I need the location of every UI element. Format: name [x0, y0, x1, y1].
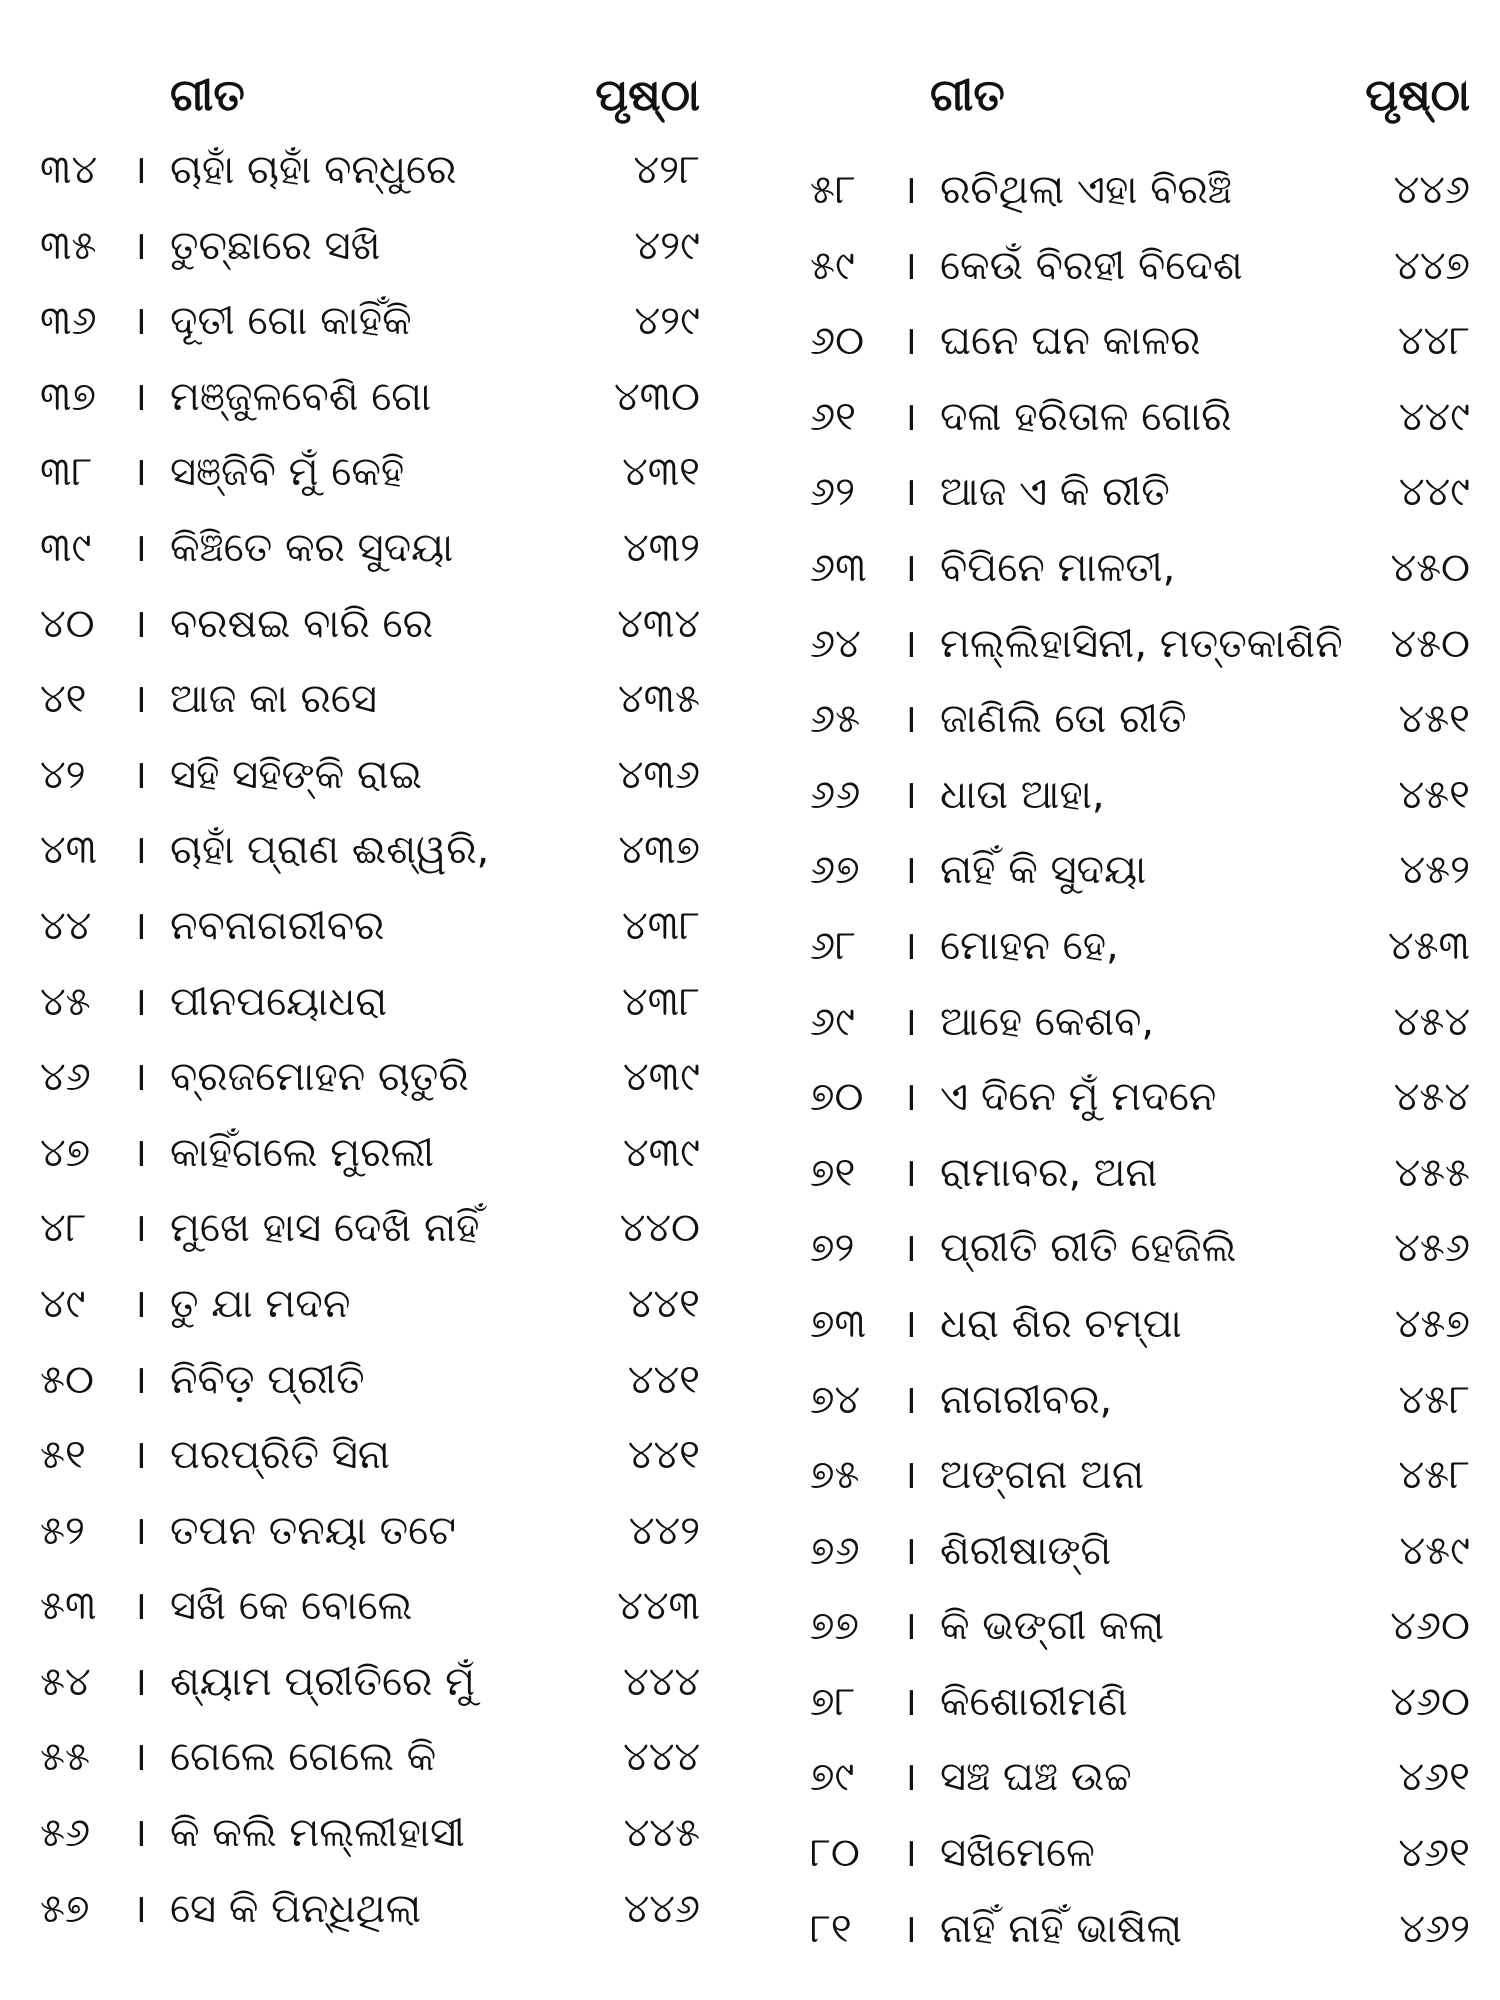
page-number: ୪୨୮ — [633, 147, 700, 193]
toc-row — [810, 992, 1470, 1068]
toc-row — [810, 1521, 1470, 1597]
toc-row — [40, 1425, 720, 1501]
song-title: ତପନ ତନୟା ତଟେ — [170, 1507, 456, 1554]
toc-row — [40, 972, 720, 1048]
song-number: ୬୧ — [810, 393, 856, 440]
separator: । — [132, 1810, 148, 1857]
page-number: ୪୫୧ — [1398, 696, 1470, 743]
separator: । — [902, 1149, 918, 1196]
song-number: ୫୨ — [40, 1507, 85, 1554]
song-number: ୫୧ — [40, 1432, 86, 1479]
song-title: ଶିରୀଷାଙ୍ଗି — [940, 1527, 1112, 1574]
song-number: ୪୪ — [40, 902, 92, 949]
toc-row — [40, 896, 720, 972]
page-number: ୪୪୬ — [1393, 167, 1470, 213]
toc-row — [810, 916, 1470, 992]
separator: । — [132, 298, 148, 345]
page-number: ୪୬୧ — [1398, 1830, 1470, 1877]
song-number: ୬୩ — [810, 544, 867, 591]
song-number: ୫୪ — [40, 1658, 91, 1705]
song-title: ଆଜ କା ରସେ — [170, 676, 377, 723]
song-title: ମଞ୍ଜୁଳବେଶି ଗୋ — [170, 373, 432, 420]
header-song: ଗୀତ — [170, 70, 245, 121]
separator: । — [132, 222, 148, 269]
separator: । — [132, 1507, 148, 1554]
toc-row — [810, 765, 1470, 841]
toc-row — [810, 311, 1470, 387]
song-title: ମୋହନ ହେ, — [940, 922, 1119, 969]
song-number: ୩୬ — [40, 298, 97, 345]
song-title: ପୀନପୟୋଧରା — [170, 978, 388, 1025]
separator: । — [902, 696, 918, 743]
page-number: ୪୩୧ — [622, 449, 700, 496]
toc-row — [40, 1727, 720, 1803]
toc-row — [40, 1803, 720, 1879]
song-number: ୪୧ — [40, 676, 87, 723]
page-number: ୪୬୨ — [1399, 1905, 1470, 1952]
toc-row — [810, 538, 1470, 614]
page-number: ୪୪୨ — [628, 1507, 700, 1554]
page-number: ୪୫୮ — [1398, 1376, 1470, 1423]
song-number: ୬୬ — [810, 771, 861, 818]
toc-row — [810, 840, 1470, 916]
song-number: ୩୮ — [40, 449, 93, 496]
separator: । — [902, 1527, 918, 1574]
song-title: ତୁ ଯା ମଦନ — [170, 1280, 351, 1327]
toc-row — [40, 594, 720, 670]
toc-row — [40, 1123, 720, 1199]
toc-list — [810, 160, 1470, 1974]
song-number: ୪୯ — [40, 1280, 86, 1327]
song-title: ତୁଚ୍ଛାରେ ସଖି — [170, 222, 381, 269]
song-number: ୭୧ — [810, 1149, 856, 1196]
song-number: ୮୧ — [810, 1905, 852, 1952]
song-title: କିଞ୍ଚିତେ କର ସୁଦୟା — [170, 524, 454, 571]
separator: । — [132, 600, 148, 647]
separator: । — [132, 1583, 148, 1630]
separator: । — [902, 1300, 918, 1347]
page-number: ୪୩୯ — [623, 1129, 700, 1176]
page-number: ୪୫୬ — [1394, 1225, 1470, 1272]
page-number: ୪୪୪ — [623, 1658, 700, 1705]
song-number: ୬୭ — [810, 847, 860, 894]
song-number: ୫୬ — [40, 1810, 91, 1857]
header-page: ପୃଷ୍ଠା — [1365, 70, 1470, 121]
song-number: ୩୫ — [40, 222, 97, 269]
page-number: ୪୫୫ — [1394, 1149, 1470, 1196]
separator: । — [902, 469, 918, 516]
song-number: ୭୪ — [810, 1376, 861, 1423]
separator: । — [902, 318, 918, 365]
toc-row — [810, 1672, 1470, 1748]
toc-row — [40, 1879, 720, 1955]
song-title: କିଶୋରୀମଣି — [940, 1678, 1128, 1725]
page-number: ୪୩୭ — [618, 827, 700, 874]
song-title: ଦୂତୀ ଗୋ କାହିଁକି — [170, 298, 412, 345]
song-title: ଚାହାଁ ପ୍ରାଣ ଈଶ୍ୱରି, — [170, 827, 490, 874]
song-title: କେଉଁ ବିରହୀ ବିଦେଶ — [940, 242, 1243, 289]
song-number: ୪୭ — [40, 1129, 91, 1176]
page-number: ୪୪୦ — [619, 1205, 700, 1252]
song-number: ୩୪ — [40, 147, 98, 193]
separator: । — [902, 620, 918, 667]
song-title: ଆଜ ଏ କି ରୀତି — [940, 469, 1170, 516]
column-header — [810, 70, 1470, 140]
toc-row — [40, 140, 720, 216]
separator: । — [902, 1830, 918, 1877]
song-title: କି ଭଙ୍ଗୀ କଲା — [940, 1603, 1165, 1650]
toc-row — [40, 745, 720, 821]
right-column — [810, 70, 1470, 1954]
separator: । — [902, 1452, 918, 1499]
separator: । — [132, 1280, 148, 1327]
separator: । — [132, 1205, 148, 1252]
toc-row — [810, 160, 1470, 236]
song-title: ନାହିଁ ନାହିଁ ଭାଷିଲା — [940, 1905, 1183, 1952]
toc-row — [40, 442, 720, 518]
separator: । — [902, 922, 918, 969]
separator: । — [902, 1074, 918, 1121]
page-number: ୪୩୫ — [617, 676, 700, 723]
song-title: ମୁଖେ ହାସ ଦେଖି ନାହିଁ — [170, 1205, 480, 1252]
song-number: ୫୩ — [40, 1583, 97, 1630]
separator: । — [902, 998, 918, 1045]
separator: । — [902, 544, 918, 591]
separator: । — [902, 847, 918, 894]
song-number: ୮୦ — [810, 1830, 860, 1877]
toc-row — [810, 1143, 1470, 1219]
song-title: ସଖିମେଳେ — [940, 1830, 1095, 1877]
toc-row — [40, 1047, 720, 1123]
song-number: ୭୨ — [810, 1225, 855, 1272]
toc-row — [40, 820, 720, 896]
separator: । — [902, 1225, 918, 1272]
toc-row — [810, 1218, 1470, 1294]
page-number: ୪୩୦ — [613, 373, 700, 420]
toc-row — [40, 518, 720, 594]
toc-row — [810, 1899, 1470, 1975]
song-title: ପରପ୍ରିତି ସିନା — [170, 1432, 390, 1479]
song-title: ସଞ୍ଜିବି ମୁଁ କେହି — [170, 449, 405, 496]
page-number: ୪୪୬ — [623, 1885, 700, 1932]
separator: । — [902, 1376, 918, 1423]
toc-row — [810, 236, 1470, 312]
song-title: ବରଷଇ ବାରି ରେ — [170, 600, 433, 647]
song-number: ୩୭ — [40, 373, 96, 420]
toc-row — [810, 1067, 1470, 1143]
separator: । — [902, 1754, 918, 1801]
song-title: ରଚିଥିଲା ଏହା ବିରଞ୍ଚି — [940, 167, 1232, 213]
separator: । — [902, 242, 918, 289]
separator: । — [132, 902, 148, 949]
separator: । — [132, 1885, 148, 1932]
toc-row — [810, 387, 1470, 463]
song-number: ୫୭ — [40, 1885, 90, 1932]
page-number: ୪୫୦ — [1390, 620, 1470, 667]
song-title: ସଖି କେ ବୋଲେ — [170, 1583, 413, 1630]
separator: । — [132, 827, 148, 874]
song-number: ୭୫ — [810, 1452, 860, 1499]
song-number: ୪୫ — [40, 978, 91, 1025]
toc-row — [40, 1198, 720, 1274]
toc-row — [40, 367, 720, 443]
page-number: ୪୫୮ — [1398, 1452, 1470, 1499]
page-number: ୪୫୪ — [1393, 1074, 1470, 1121]
song-title: ସଞ୍ଚ ଘଞ୍ଚ ଉଚ୍ଚ — [940, 1754, 1132, 1801]
song-number: ୫୯ — [810, 242, 855, 289]
page-number: ୪୫୧ — [1398, 771, 1470, 818]
separator: । — [902, 1905, 918, 1952]
page-number: ୪୬୦ — [1390, 1678, 1470, 1725]
separator: । — [132, 147, 148, 193]
song-title: ଘନେ ଘନ କାଳର — [940, 318, 1201, 365]
song-number: ୬୫ — [810, 696, 861, 743]
toc-row — [810, 1823, 1470, 1899]
song-title: ଧାତା ଆହା, — [940, 771, 1105, 818]
song-number: ୪୦ — [40, 600, 95, 647]
page-number: ୪୩୨ — [623, 524, 700, 571]
song-title: ସହି ସହିଙ୍କି ରାଇ — [170, 751, 422, 798]
page-number: ୪୪୪ — [623, 1734, 700, 1781]
toc-list — [40, 140, 720, 1954]
separator: । — [132, 1356, 148, 1403]
song-number: ୭୭ — [810, 1603, 859, 1650]
page-number: ୪୪୧ — [627, 1280, 700, 1327]
song-title: ନାଗରୀବର, — [940, 1376, 1113, 1423]
separator: । — [132, 1658, 148, 1705]
song-number: ୪୮ — [40, 1205, 87, 1252]
toc-row — [810, 614, 1470, 690]
song-title: ଦଳା ହରିତାଳ ଗୋରି — [940, 393, 1232, 440]
separator: । — [902, 1603, 918, 1650]
song-title: ଆହେ କେଶବ, — [940, 998, 1155, 1045]
page-number: ୪୬୦ — [1390, 1603, 1470, 1650]
page-number: ୪୩୮ — [622, 902, 700, 949]
toc-row — [40, 1350, 720, 1426]
song-title: ବିପିନେ ମାଳତୀ, — [940, 544, 1176, 591]
toc-row — [40, 1501, 720, 1577]
toc-row — [810, 1294, 1470, 1370]
page-number: ୪୫୯ — [1399, 1527, 1470, 1574]
page-number: ୪୫୪ — [1393, 998, 1470, 1045]
page-number: ୪୪୯ — [1398, 393, 1470, 440]
song-number: ୬୨ — [810, 469, 856, 516]
song-title: ନାହିଁ କି ସୁଦୟା — [940, 847, 1147, 894]
song-number: ୬୦ — [810, 318, 865, 365]
page-number: ୪୬୧ — [1398, 1754, 1470, 1801]
song-title: ଶ୍ୟାମ ପ୍ରୀତିରେ ମୁଁ — [170, 1658, 475, 1705]
page-number: ୪୩୬ — [617, 751, 700, 798]
song-title: ବ୍ରଜମୋହନ ଚାତୁରି — [170, 1054, 469, 1101]
toc-row — [810, 1445, 1470, 1521]
separator: । — [132, 1432, 148, 1479]
toc-row — [810, 1596, 1470, 1672]
column-header — [40, 70, 720, 140]
song-number: ୫୦ — [40, 1356, 94, 1403]
song-number: ୪୬ — [40, 1054, 91, 1101]
song-title: ଗେଲେ ଗେଲେ କି — [170, 1734, 437, 1781]
song-number: ୭୯ — [810, 1754, 855, 1801]
song-number: ୬୮ — [810, 922, 856, 969]
song-number: ୭୮ — [810, 1678, 856, 1725]
page-number: ୪୪୧ — [627, 1356, 700, 1403]
left-column — [40, 70, 720, 1954]
song-title: କାହିଁଗଲେ ମୁରଲୀ — [170, 1129, 435, 1176]
toc-row — [40, 1576, 720, 1652]
separator: । — [132, 449, 148, 496]
song-number: ୭୬ — [810, 1527, 860, 1574]
page-number: ୪୫୦ — [1390, 544, 1470, 591]
toc-row — [40, 1274, 720, 1350]
toc-row — [810, 462, 1470, 538]
song-number: ୪୨ — [40, 751, 86, 798]
page-number: ୪୨୯ — [634, 298, 700, 345]
toc-row — [40, 669, 720, 745]
separator: । — [132, 524, 148, 571]
song-title: ଚାହାଁ ଚାହାଁ ବନ୍ଧୁରେ — [170, 147, 457, 193]
song-title: ଧରା ଶିର ଚମ୍ପା — [940, 1300, 1182, 1347]
song-number: ୭୩ — [810, 1300, 866, 1347]
toc-row — [40, 216, 720, 292]
song-number: ୬୯ — [810, 998, 855, 1045]
header-page: ପୃଷ୍ଠା — [595, 70, 700, 121]
page-number: ୪୫୩ — [1387, 922, 1470, 969]
toc-row — [810, 1747, 1470, 1823]
page-number: ୪୪୭ — [1394, 242, 1470, 289]
separator: । — [902, 167, 918, 213]
song-number: ୪୩ — [40, 827, 98, 874]
separator: । — [132, 1734, 148, 1781]
separator: । — [902, 1678, 918, 1725]
song-title: ନବନାଗରୀବର — [170, 902, 385, 949]
toc-row — [40, 1652, 720, 1728]
song-title: ସେ କି ପିନ୍ଧିଥିଲା — [170, 1885, 422, 1932]
song-title: କି କଲି ମଲ୍ଲୀହାସୀ — [170, 1810, 465, 1857]
page-number: ୪୫୭ — [1394, 1300, 1470, 1347]
song-number: ୫୫ — [40, 1734, 90, 1781]
page-number: ୪୪୯ — [1398, 469, 1470, 516]
song-number: ୫୮ — [810, 167, 856, 213]
page-number: ୪୪୫ — [623, 1810, 700, 1857]
song-number: ୬୪ — [810, 620, 861, 667]
header-song: ଗୀତ — [930, 70, 1005, 121]
song-number: ୩୯ — [40, 524, 92, 571]
song-title: ରାମାବର, ଅନା — [940, 1149, 1158, 1196]
page-number: ୪୪୧ — [627, 1432, 700, 1479]
separator: । — [132, 373, 148, 420]
song-title: ଏ ଦିନେ ମୁଁ ମଦନେ — [940, 1074, 1217, 1121]
page-number: ୪୩୯ — [623, 1054, 700, 1101]
toc-row — [810, 689, 1470, 765]
separator: । — [132, 751, 148, 798]
separator: । — [132, 978, 148, 1025]
toc-row — [810, 1370, 1470, 1446]
page-number: ୪୩୪ — [617, 600, 700, 647]
separator: । — [132, 676, 148, 723]
separator: । — [902, 771, 918, 818]
separator: । — [902, 393, 918, 440]
page-number: ୪୨୯ — [634, 222, 700, 269]
song-number: ୭୦ — [810, 1074, 864, 1121]
separator: । — [132, 1129, 148, 1176]
song-title: ମଲ୍ଲିହାସିନୀ, ମତ୍ତକାଶିନି — [940, 620, 1343, 667]
page-number: ୪୩୮ — [622, 978, 700, 1025]
page-number: ୪୪୮ — [1397, 318, 1470, 365]
song-title: ଅଙ୍ଗନା ଅନା — [940, 1452, 1144, 1499]
separator: । — [132, 1054, 148, 1101]
page-number: ୪୫୨ — [1399, 847, 1470, 894]
song-title: ନିବିଡ଼ ପ୍ରୀତି — [170, 1356, 365, 1403]
page-number: ୪୪୩ — [617, 1583, 700, 1630]
toc-row — [40, 291, 720, 367]
song-title: ଜାଣିଲି ତୋ ରୀତି — [940, 696, 1187, 743]
song-title: ପ୍ରୀତି ରୀତି ହେଜିଲି — [940, 1225, 1237, 1272]
